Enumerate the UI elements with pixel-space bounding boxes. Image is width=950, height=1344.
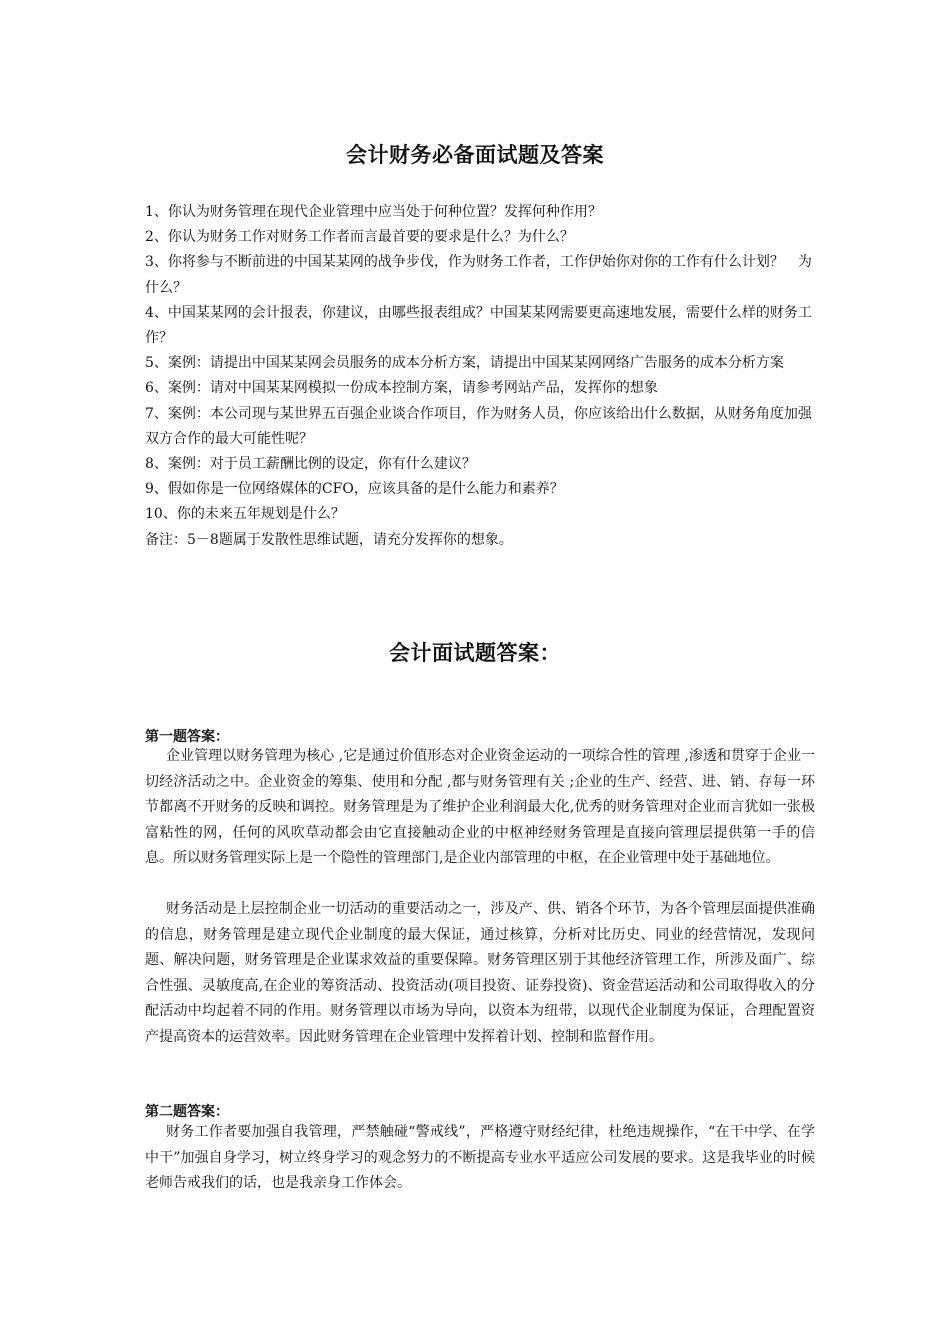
question-item: 1、你认为财务管理在现代企业管理中应当处于何种位置？发挥何种作用？ xyxy=(145,204,602,220)
question-item: 6、案例：请对中国某某网模拟一份成本控制方案，请参考网站产品，发挥你的想象 xyxy=(145,380,658,397)
answer1-heading: 第一题答案： xyxy=(145,729,229,745)
question-item: 5、案例：请提出中国某某网会员服务的成本分析方案，请提出中国某某网网络广告服务的成本分析方案 xyxy=(145,355,784,372)
answer2-paragraph: 财务工作者要加强自我管理，严禁触碰“警戒线”，严格遵守财经纪律，杜绝违规操作，“在干中学、在学中干”加强自身学习，树立终身学习的观念努力的不断提高专业水平适应公司发展的要求。这是我毕业的时候老师告戒我们的话，也是我亲身工作体会。 xyxy=(145,1124,815,1191)
answer1-paragraph: 财务活动是上层控制企业一切活动的重要活动之一，涉及产、供、销各个环节，为各个管理层面提供准确的信息，财务管理是建立现代企业制度的最大保证，通过核算，分析对比历史、同业的经营情况，发现问题、解决问题，财务管理是企业谋求效益的重要保障。财务管理区别于其他经济管理工作，所涉及面广、综合性强、灵敏度高,在企业的筹资活动、投资活动(项目投资、证券投资)、资金营运活动和公司取得收入的分配活动中均起着不同的作用。财务管理以市场为导向，以资本为纽带，以现代企业制度为保证，合理配置资产提高资本的运营效率。因此财务管理在企业管理中发挥着计划、控制和监督作用。 xyxy=(145,901,815,1045)
question-item: 2、你认为财务工作对财务工作者而言最首要的要求是什么？为什么？ xyxy=(145,229,574,246)
question-item: 3、你将参与不断前进的中国某某网的战争步伐，作为财务工作者，工作伊始你对你的工作有什么计划？ 为什么？ xyxy=(145,254,812,296)
question-list xyxy=(145,200,825,553)
answers-title: 会计面试题答案： xyxy=(389,641,561,665)
answer1-paragraph: 企业管理以财务管理为核心 ,它是通过价值形态对企业资金运动的一项综合性的管理 ,渗透和贯穿于企业一切经济活动之中。企业资金的筹集、使用和分配 ,都与财务管理有关 ;企业的生产、经营、进、销、存每一环节都离不开财务的反映和调控。财务管理是为了维护企业利润最大化,优秀的财务管理对企业而言犹如一张极富粘性的网，任何的风吹草动都会由它直接触动企业的中枢神经财务管理是直接向管理层提供第一手的信息。所以财务管理实际上是一个隐性的管理部门,是企业内部管理的中枢，在企业管理中处于基础地位。 xyxy=(145,748,815,866)
question-item: 8、案例：对于员工薪酬比例的设定，你有什么建议？ xyxy=(145,456,476,473)
question-item: 10、你的未来五年规划是什么？ xyxy=(145,506,345,523)
question-item: 7、案例：本公司现与某世界五百强企业谈合作项目，作为财务人员，你应该给出什么数据，从财务角度加强双方合作的最大可能性呢？ xyxy=(145,405,812,447)
answer2-heading: 第二题答案： xyxy=(145,1104,229,1120)
document-title: 会计财务必备面试题及答案 xyxy=(346,143,604,167)
question-item: 9、假如你是一位网络媒体的CFO，应该具备的是什么能力和素养？ xyxy=(145,481,564,498)
question-item: 4、中国某某网的会计报表，你建议，由哪些报表组成？中国某某网需要更高速地发展，需要什么样的财务工作？ xyxy=(145,304,812,347)
note-text: 备注：5－8题属于发散性思维试题，请充分发挥你的想象。 xyxy=(145,531,513,548)
